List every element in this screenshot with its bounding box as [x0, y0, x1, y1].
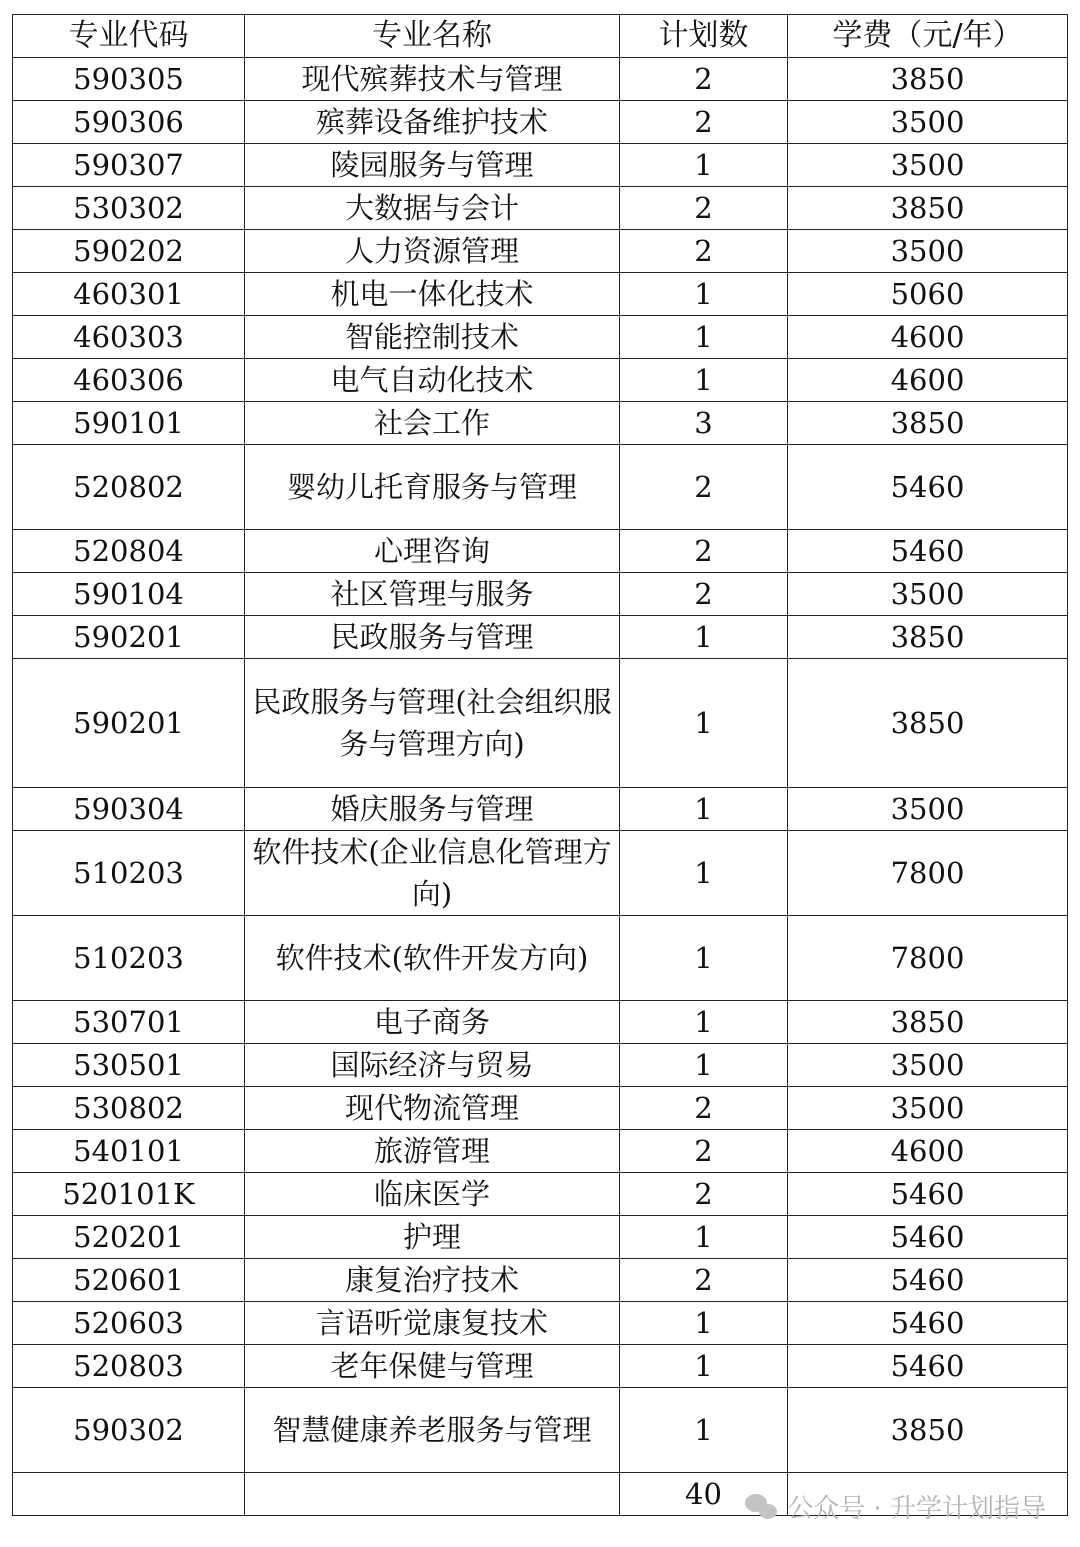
major-name-cell: 婴幼儿托育服务与管理	[245, 445, 620, 530]
table-row	[13, 230, 1068, 273]
watermark-text: 公众号 · 升学计划指导	[787, 1494, 1046, 1524]
plan-count-cell: 1	[620, 1216, 788, 1259]
plan-count-cell: 2	[620, 1259, 788, 1302]
tuition-cell: 3500	[788, 1044, 1068, 1087]
major-code-cell	[13, 1473, 245, 1516]
enrollment-plan-table	[12, 14, 1068, 1516]
major-code-cell: 510203	[13, 831, 245, 916]
header-tuition: 学费（元/年）	[788, 15, 1068, 58]
tuition-cell: 3500	[788, 230, 1068, 273]
plan-count-cell: 2	[620, 101, 788, 144]
tuition-cell: 7800	[788, 831, 1068, 916]
table-row	[13, 1173, 1068, 1216]
major-name-cell: 社会工作	[245, 402, 620, 445]
tuition-cell: 5460	[788, 1345, 1068, 1388]
table-row	[13, 616, 1068, 659]
tuition-cell: 4600	[788, 359, 1068, 402]
table-row	[13, 788, 1068, 831]
plan-count-cell: 2	[620, 1087, 788, 1130]
plan-count-cell: 3	[620, 402, 788, 445]
major-code-cell: 520803	[13, 1345, 245, 1388]
major-code-cell: 590302	[13, 1388, 245, 1473]
major-code-cell: 510203	[13, 916, 245, 1001]
tuition-cell: 5460	[788, 445, 1068, 530]
plan-count-cell: 1	[620, 1345, 788, 1388]
tuition-cell: 4600	[788, 316, 1068, 359]
tuition-cell: 3500	[788, 101, 1068, 144]
major-code-cell: 530701	[13, 1001, 245, 1044]
plan-count-cell: 1	[620, 659, 788, 788]
major-code-cell: 540101	[13, 1130, 245, 1173]
major-code-cell: 520802	[13, 445, 245, 530]
major-code-cell: 520603	[13, 1302, 245, 1345]
plan-count-cell: 40	[620, 1473, 788, 1516]
table-row	[13, 1345, 1068, 1388]
tuition-cell: 5460	[788, 1173, 1068, 1216]
major-name-cell: 民政服务与管理(社会组织服务与管理方向)	[245, 659, 620, 788]
major-code-cell: 520201	[13, 1216, 245, 1259]
table-row	[13, 445, 1068, 530]
major-name-cell: 殡葬设备维护技术	[245, 101, 620, 144]
major-name-cell: 康复治疗技术	[245, 1259, 620, 1302]
plan-count-cell: 1	[620, 831, 788, 916]
table-row	[13, 1216, 1068, 1259]
tuition-cell: 3500	[788, 573, 1068, 616]
plan-count-cell: 1	[620, 616, 788, 659]
plan-count-cell: 2	[620, 230, 788, 273]
major-name-cell: 临床医学	[245, 1173, 620, 1216]
plan-count-cell: 1	[620, 788, 788, 831]
major-name-cell: 机电一体化技术	[245, 273, 620, 316]
table-row	[13, 1044, 1068, 1087]
tuition-cell: 3850	[788, 187, 1068, 230]
plan-count-cell: 1	[620, 1302, 788, 1345]
tuition-cell: 5460	[788, 1259, 1068, 1302]
major-name-cell: 老年保健与管理	[245, 1345, 620, 1388]
major-name-cell: 电气自动化技术	[245, 359, 620, 402]
major-name-cell: 现代殡葬技术与管理	[245, 58, 620, 101]
tuition-cell: 3850	[788, 402, 1068, 445]
table-row	[13, 1130, 1068, 1173]
major-name-cell: 软件技术(软件开发方向)	[245, 916, 620, 1001]
tuition-cell: 3500	[788, 1087, 1068, 1130]
tuition-cell: 3850	[788, 659, 1068, 788]
header-major-name: 专业名称	[245, 15, 620, 58]
major-code-cell: 590307	[13, 144, 245, 187]
major-code-cell: 460306	[13, 359, 245, 402]
major-code-cell: 590104	[13, 573, 245, 616]
tuition-cell: 3850	[788, 1388, 1068, 1473]
plan-count-cell: 1	[620, 1388, 788, 1473]
major-name-cell: 婚庆服务与管理	[245, 788, 620, 831]
major-name-cell: 民政服务与管理	[245, 616, 620, 659]
major-code-cell: 520804	[13, 530, 245, 573]
major-name-cell: 旅游管理	[245, 1130, 620, 1173]
major-name-cell: 人力资源管理	[245, 230, 620, 273]
plan-count-cell: 2	[620, 187, 788, 230]
table-row	[13, 831, 1068, 916]
table-row	[13, 1302, 1068, 1345]
table-row	[13, 1388, 1068, 1473]
major-name-cell: 智慧健康养老服务与管理	[245, 1388, 620, 1473]
tuition-cell: 3850	[788, 58, 1068, 101]
major-code-cell: 590305	[13, 58, 245, 101]
tuition-cell: 5460	[788, 1302, 1068, 1345]
major-name-cell: 言语听觉康复技术	[245, 1302, 620, 1345]
wechat-icon	[745, 1494, 779, 1520]
plan-count-cell: 1	[620, 273, 788, 316]
major-code-cell: 590201	[13, 616, 245, 659]
major-code-cell: 520601	[13, 1259, 245, 1302]
plan-count-cell: 1	[620, 316, 788, 359]
plan-count-cell: 1	[620, 1001, 788, 1044]
plan-count-cell: 2	[620, 573, 788, 616]
plan-count-cell: 1	[620, 359, 788, 402]
tuition-cell: 5460	[788, 530, 1068, 573]
major-name-cell: 社区管理与服务	[245, 573, 620, 616]
header-major-code: 专业代码	[13, 15, 245, 58]
major-code-cell: 530802	[13, 1087, 245, 1130]
plan-count-cell: 2	[620, 58, 788, 101]
plan-count-cell: 1	[620, 144, 788, 187]
major-code-cell: 590101	[13, 402, 245, 445]
major-name-cell: 护理	[245, 1216, 620, 1259]
tuition-cell: 5060	[788, 273, 1068, 316]
major-name-cell: 国际经济与贸易	[245, 1044, 620, 1087]
tuition-cell: 7800	[788, 916, 1068, 1001]
major-code-cell: 590304	[13, 788, 245, 831]
major-code-cell: 530302	[13, 187, 245, 230]
tuition-cell: 3850	[788, 616, 1068, 659]
major-name-cell: 智能控制技术	[245, 316, 620, 359]
table-row	[13, 1259, 1068, 1302]
table-row	[13, 187, 1068, 230]
major-name-cell: 陵园服务与管理	[245, 144, 620, 187]
table-row	[13, 573, 1068, 616]
table-body	[13, 58, 1068, 1516]
table-row	[13, 316, 1068, 359]
table-row	[13, 359, 1068, 402]
tuition-cell: 4600	[788, 1130, 1068, 1173]
table-row	[13, 530, 1068, 573]
major-name-cell: 软件技术(企业信息化管理方向)	[245, 831, 620, 916]
header-plan-count: 计划数	[620, 15, 788, 58]
tuition-cell: 3500	[788, 788, 1068, 831]
major-code-cell: 460303	[13, 316, 245, 359]
table-row	[13, 659, 1068, 788]
plan-count-cell: 2	[620, 530, 788, 573]
table-header-row	[13, 15, 1068, 58]
table-row	[13, 58, 1068, 101]
tuition-cell: 3850	[788, 1001, 1068, 1044]
table-row	[13, 1001, 1068, 1044]
major-name-cell: 电子商务	[245, 1001, 620, 1044]
plan-count-cell: 1	[620, 1044, 788, 1087]
major-code-cell: 590306	[13, 101, 245, 144]
major-name-cell: 大数据与会计	[245, 187, 620, 230]
tuition-cell: 5460	[788, 1216, 1068, 1259]
table-row	[13, 101, 1068, 144]
major-name-cell: 心理咨询	[245, 530, 620, 573]
plan-count-cell: 2	[620, 1130, 788, 1173]
major-code-cell: 520101K	[13, 1173, 245, 1216]
major-name-cell	[245, 1473, 620, 1516]
major-code-cell: 460301	[13, 273, 245, 316]
plan-count-cell: 1	[620, 916, 788, 1001]
watermark	[745, 1488, 1046, 1525]
table-row	[13, 1087, 1068, 1130]
plan-count-cell: 2	[620, 445, 788, 530]
plan-count-cell: 2	[620, 1173, 788, 1216]
table-row	[13, 916, 1068, 1001]
table-row	[13, 144, 1068, 187]
tuition-cell: 3500	[788, 144, 1068, 187]
table-row	[13, 273, 1068, 316]
major-code-cell: 590202	[13, 230, 245, 273]
major-name-cell: 现代物流管理	[245, 1087, 620, 1130]
major-code-cell: 530501	[13, 1044, 245, 1087]
table-row	[13, 402, 1068, 445]
major-code-cell: 590201	[13, 659, 245, 788]
